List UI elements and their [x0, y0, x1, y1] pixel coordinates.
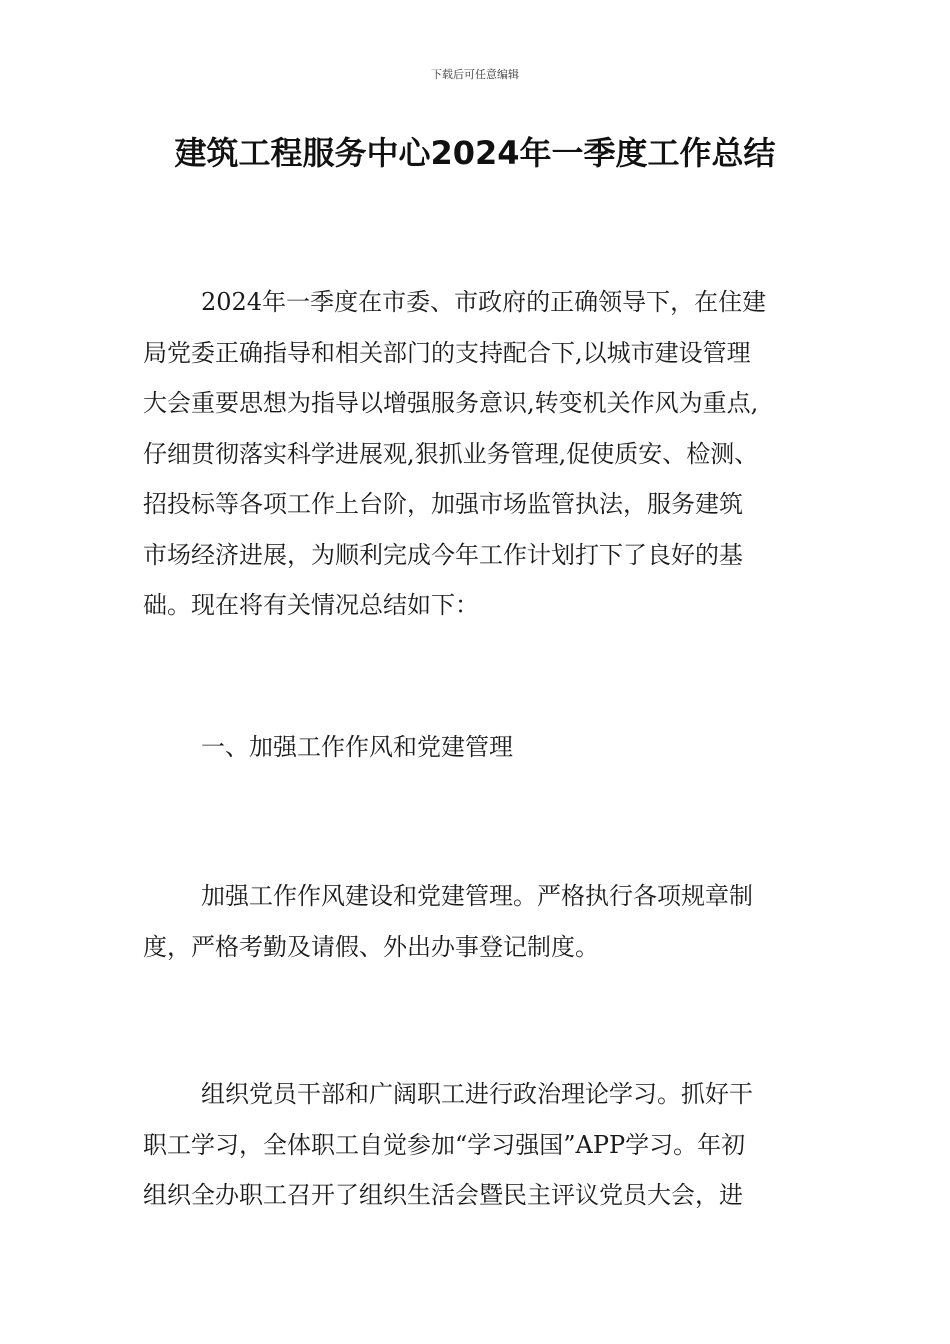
paragraph-line: 招投标等各项工作上台阶，加强市场监管执法，服务建筑	[143, 490, 743, 518]
paragraph-line: 市场经济进展，为顺利完成今年工作计划打下了良好的基	[143, 540, 743, 569]
section-heading	[143, 722, 807, 773]
paragraph-line: 大会重要思想为指导以增强服务意识,转变机关作风为重点,	[143, 389, 759, 417]
paragraph-line: 2024年一季度在市委、市政府的正确领导下，在住建	[201, 288, 767, 316]
paragraph-line: 组织全办职工召开了组织生活会暨民主评议党员大会，进	[143, 1181, 743, 1209]
paragraph-line: 加强工作作风建设和党建管理。严格执行各项规章制	[201, 882, 753, 910]
section-heading-text: 一、加强工作作风和党建管理	[201, 733, 513, 761]
paragraph-line: 度，严格考勤及请假、外出办事登记制度。	[143, 932, 599, 961]
section1-paragraph-2	[143, 1069, 807, 1221]
document-title: 建筑工程服务中心2024年一季度工作总结	[174, 134, 776, 172]
paragraph-line: 仔细贯彻落实科学进展观,狠抓业务管理,促使质安、检测、	[143, 439, 759, 468]
paragraph-line: 组织党员干部和广阔职工进行政治理论学习。抓好干	[201, 1080, 753, 1108]
paragraph-line: 局党委正确指导和相关部门的支持配合下,以城市建设管理	[143, 338, 751, 367]
page-header-note: 下载后可任意编辑	[431, 68, 519, 81]
intro-paragraph	[143, 277, 807, 631]
paragraph-line: 职工学习，全体职工自觉参加“学习强国”APP学习。年初	[143, 1130, 746, 1159]
paragraph-line: 础。现在将有关情况总结如下：	[143, 591, 479, 619]
section1-paragraph-1	[143, 871, 807, 972]
